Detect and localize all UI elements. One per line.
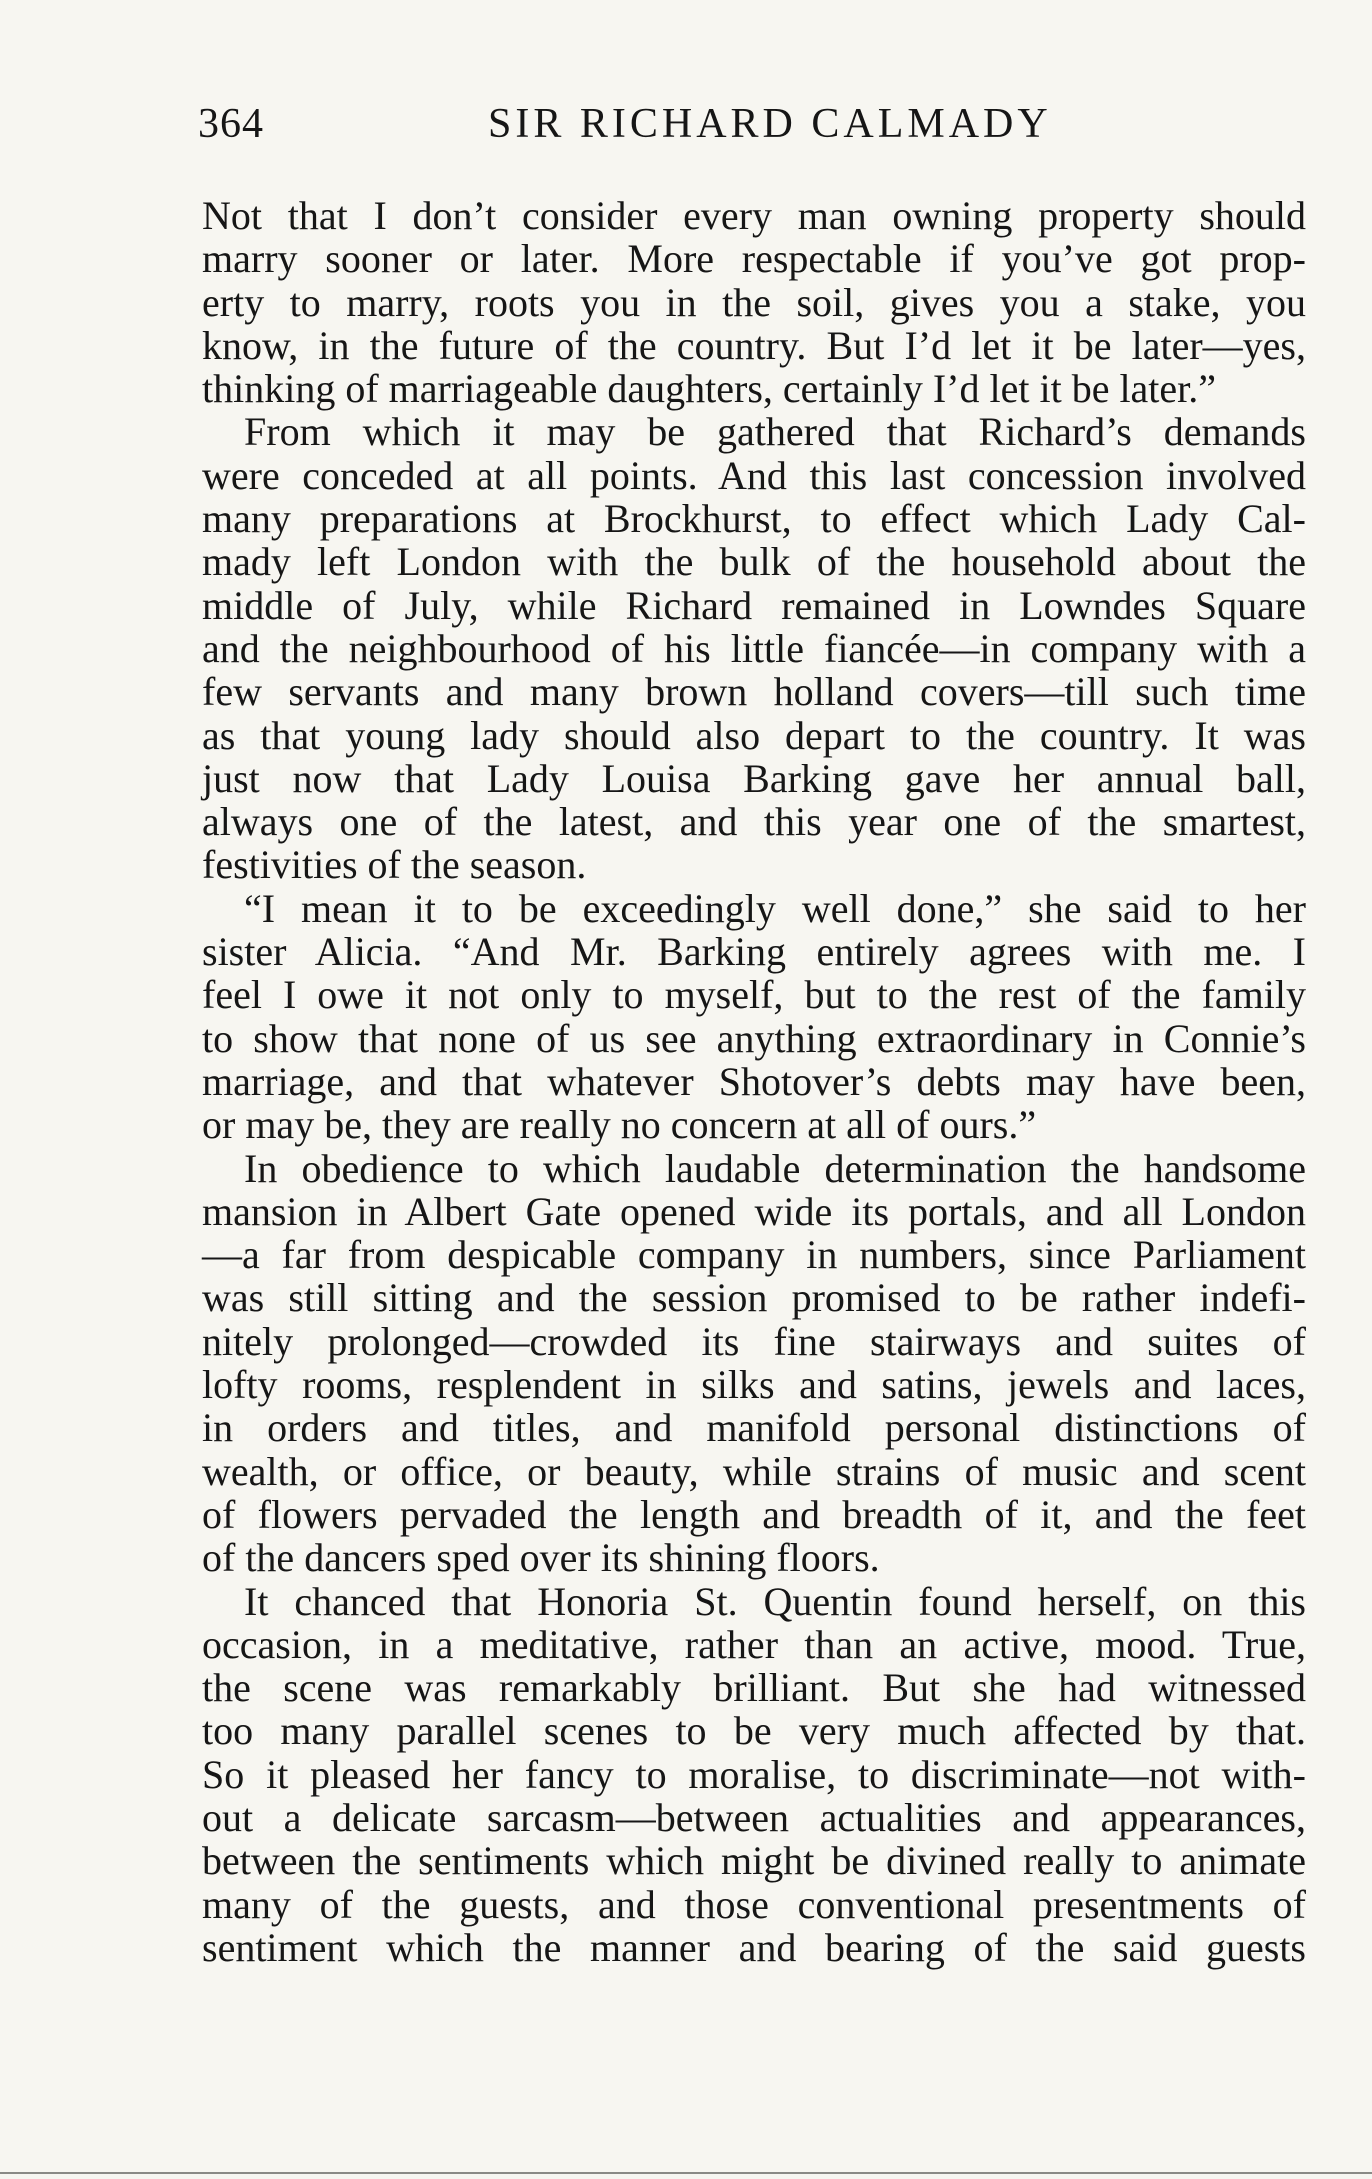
bottom-rule bbox=[0, 2172, 1372, 2174]
text-line: erty to marry, roots you in the soil, gives you a stake, you bbox=[202, 279, 1306, 325]
text-line: of flowers pervaded the length and breadth of it, and the feet bbox=[202, 1491, 1306, 1537]
text-line: mady left London with the bulk of the household about the bbox=[202, 539, 1306, 585]
text-line: festivities of the season. bbox=[202, 842, 587, 888]
text-line: occasion, in a meditative, rather than an active, mood. True, bbox=[202, 1621, 1306, 1667]
text-line: So it pleased her fancy to moralise, to discriminate—not with- bbox=[202, 1751, 1306, 1797]
text-line: marriage, and that whatever Shotover’s debts may have been, bbox=[202, 1058, 1306, 1104]
text-line: just now that Lady Louisa Barking gave her annual ball, bbox=[202, 755, 1306, 801]
page-number: 364 bbox=[198, 101, 264, 147]
text-line: nitely prolonged—crowded its fine stairways and suites of bbox=[202, 1318, 1306, 1364]
text-line: was still sitting and the session promised to be rather indefi- bbox=[202, 1275, 1306, 1321]
text-line: and the neighbourhood of his little fiancée—in company with a bbox=[202, 625, 1306, 671]
text-line: middle of July, while Richard remained in Lowndes Square bbox=[202, 582, 1306, 628]
running-title: SIR RICHARD CALMADY bbox=[488, 101, 1052, 147]
text-line: wealth, or office, or beauty, while strains of music and scent bbox=[202, 1448, 1306, 1494]
text-line: Not that I don’t consider every man owning property should bbox=[202, 193, 1306, 238]
text-line: many of the guests, and those conventional presentments of bbox=[202, 1881, 1306, 1927]
text-line: always one of the latest, and this year one of the smartest, bbox=[202, 799, 1306, 845]
text-line: as that young lady should also depart to the country. It was bbox=[202, 712, 1306, 758]
text-line: many preparations at Brockhurst, to effect which Lady Cal- bbox=[202, 496, 1306, 542]
text-line: lofty rooms, resplendent in silks and satins, jewels and laces, bbox=[202, 1362, 1306, 1408]
text-line: “I mean it to be exceedingly well done,” she said to her bbox=[244, 885, 1306, 931]
text-line: thinking of marriageable daughters, certainly I’d let it be later.” bbox=[202, 366, 1217, 412]
text-line: In obedience to which laudable determination the handsome bbox=[244, 1145, 1306, 1191]
text-line: too many parallel scenes to be very much affected by that. bbox=[202, 1708, 1306, 1754]
text-line: in orders and titles, and manifold personal distinctions of bbox=[202, 1405, 1306, 1451]
text-line: sentiment which the manner and bearing of the said guests bbox=[202, 1924, 1306, 1970]
text-line: were conceded at all points. And this last concession involved bbox=[202, 452, 1306, 498]
text-line: know, in the future of the country. But I’d let it be later—yes, bbox=[202, 322, 1306, 368]
text-line: It chanced that Honoria St. Quentin found herself, on this bbox=[244, 1578, 1306, 1624]
text-line: —a far from despicable company in numbers, since Parliament bbox=[202, 1232, 1306, 1278]
text-line: the scene was remarkably brilliant. But she had witnessed bbox=[202, 1665, 1306, 1711]
text-line: marry sooner or later. More respectable if you’ve got prop- bbox=[202, 236, 1306, 282]
text-line: to show that none of us see anything extraordinary in Connie’s bbox=[202, 1015, 1306, 1061]
page-header bbox=[198, 100, 1308, 160]
text-line: feel I owe it not only to myself, but to the rest of the family bbox=[202, 972, 1306, 1018]
text-line: mansion in Albert Gate opened wide its portals, and all London bbox=[202, 1188, 1306, 1234]
text-line: sister Alicia. “And Mr. Barking entirely agrees with me. I bbox=[202, 929, 1306, 975]
text-line: out a delicate sarcasm—between actualities and appearances, bbox=[202, 1794, 1306, 1840]
body-text bbox=[202, 194, 1306, 1969]
text-line: or may be, they are really no concern at all of ours.” bbox=[202, 1102, 1037, 1148]
text-line: few servants and many brown holland covers—till such time bbox=[202, 669, 1306, 715]
text-line: From which it may be gathered that Richard’s demands bbox=[244, 409, 1306, 455]
text-line: of the dancers sped over its shining floors. bbox=[202, 1535, 880, 1581]
text-line: between the sentiments which might be divined really to animate bbox=[202, 1838, 1306, 1884]
